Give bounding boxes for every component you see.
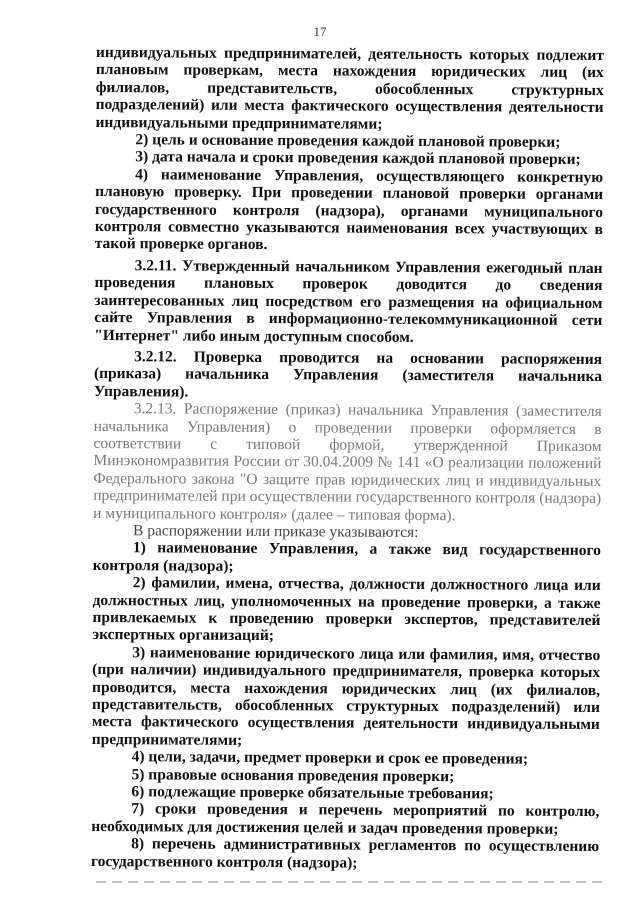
order-item-1: 1) наименование Управления, а также вид государственного контроля (надзора); [92, 539, 601, 575]
order-item-2: 2) фамилии, имена, отчества, должности должностного лица или должностных лиц, уполномоченных на проведение проверки, а также привлекаемых к проведению проверки экспертов, представителей экспертных организаций; [92, 574, 601, 645]
page-number: 17 [313, 24, 327, 39]
list-item-dates: 3) дата начала и сроки проведения каждой плановой проверки; [135, 148, 581, 169]
list-item-authority-name: 4) наименование Управления, осуществляющего конкретную плановую проверку. При проведении плановой проверки органами государственного контроля (надзора), органами муниципального контроля совместно указываются наименования всех участвующих в такой проверке органов. [94, 166, 604, 254]
paragraph-3-2-12: 3.2.12. Проверка проводится на основании распоряжения (приказа) начальника Управления (заместителя начальника Управления). [93, 348, 603, 401]
order-item-3: 3) наименование юридического лица или фамилия, имя, отчество (при наличии) индивидуального предпринимателя, проверка которых проводится, места нахождения юридических лиц (их филиалов, представительств, обособленных структурных подразделений) или места фактического осуществления деятельности индивидуальными предпринимателями; [91, 644, 601, 749]
paragraph-planned-inspection-subjects: индивидуальных предпринимателей, деятельность которых подлежит плановым проверкам, места нахождения юридических лиц (их филиалов, представительств, обособленных структурных подразделений) или места фактического осуществления деятельности индивидуальными предпринимателями; [95, 44, 604, 133]
list-item-goal: 2) цель и основание проведения каждой плановой проверки; [135, 131, 561, 151]
order-item-4: 4) цели, задачи, предмет проверки и срок ее проведения; [131, 748, 529, 768]
order-item-5: 5) правовые основания проведения проверки; [131, 765, 455, 785]
paragraph-order-contents-intro: В распоряжении или приказе указываются: [132, 522, 419, 541]
order-item-6: 6) подлежащие проверке обязательные требования; [131, 783, 494, 803]
document-body [91, 44, 604, 873]
footer-scan-artifact [96, 881, 604, 883]
paragraph-3-2-11: 3.2.11. Утвержденный начальником Управления ежегодный план проведения плановых проверок доводится до сведения заинтересованных лиц посредством его размещения на официальном сайте Управления в информационно-телекоммуникационной сети "Интернет" либо иным доступным способом. [94, 257, 603, 346]
order-item-8: 8) перечень административных регламентов по осуществлению государственного контроля (надзора); [90, 835, 600, 872]
order-item-7: 7) сроки проведения и перечень мероприятий по контролю, необходимых для достижения целей и задач проведения проверки; [91, 800, 600, 838]
paragraph-3-2-13: 3.2.13. Распоряжение (приказ) начальника Управления (заместителя начальника Управления) о проведении проверки оформляется в соответствии с типовой формой, утвержденной Приказом Минэкономразвития России от 30.04.2009 № 141 «О реализации положений Федерального закона "О защите прав юридических лиц и индивидуальных предпринимателей при осуществлении государственного контроля (надзора) и муниципального контроля» (далее – типовая форма). [93, 400, 602, 524]
